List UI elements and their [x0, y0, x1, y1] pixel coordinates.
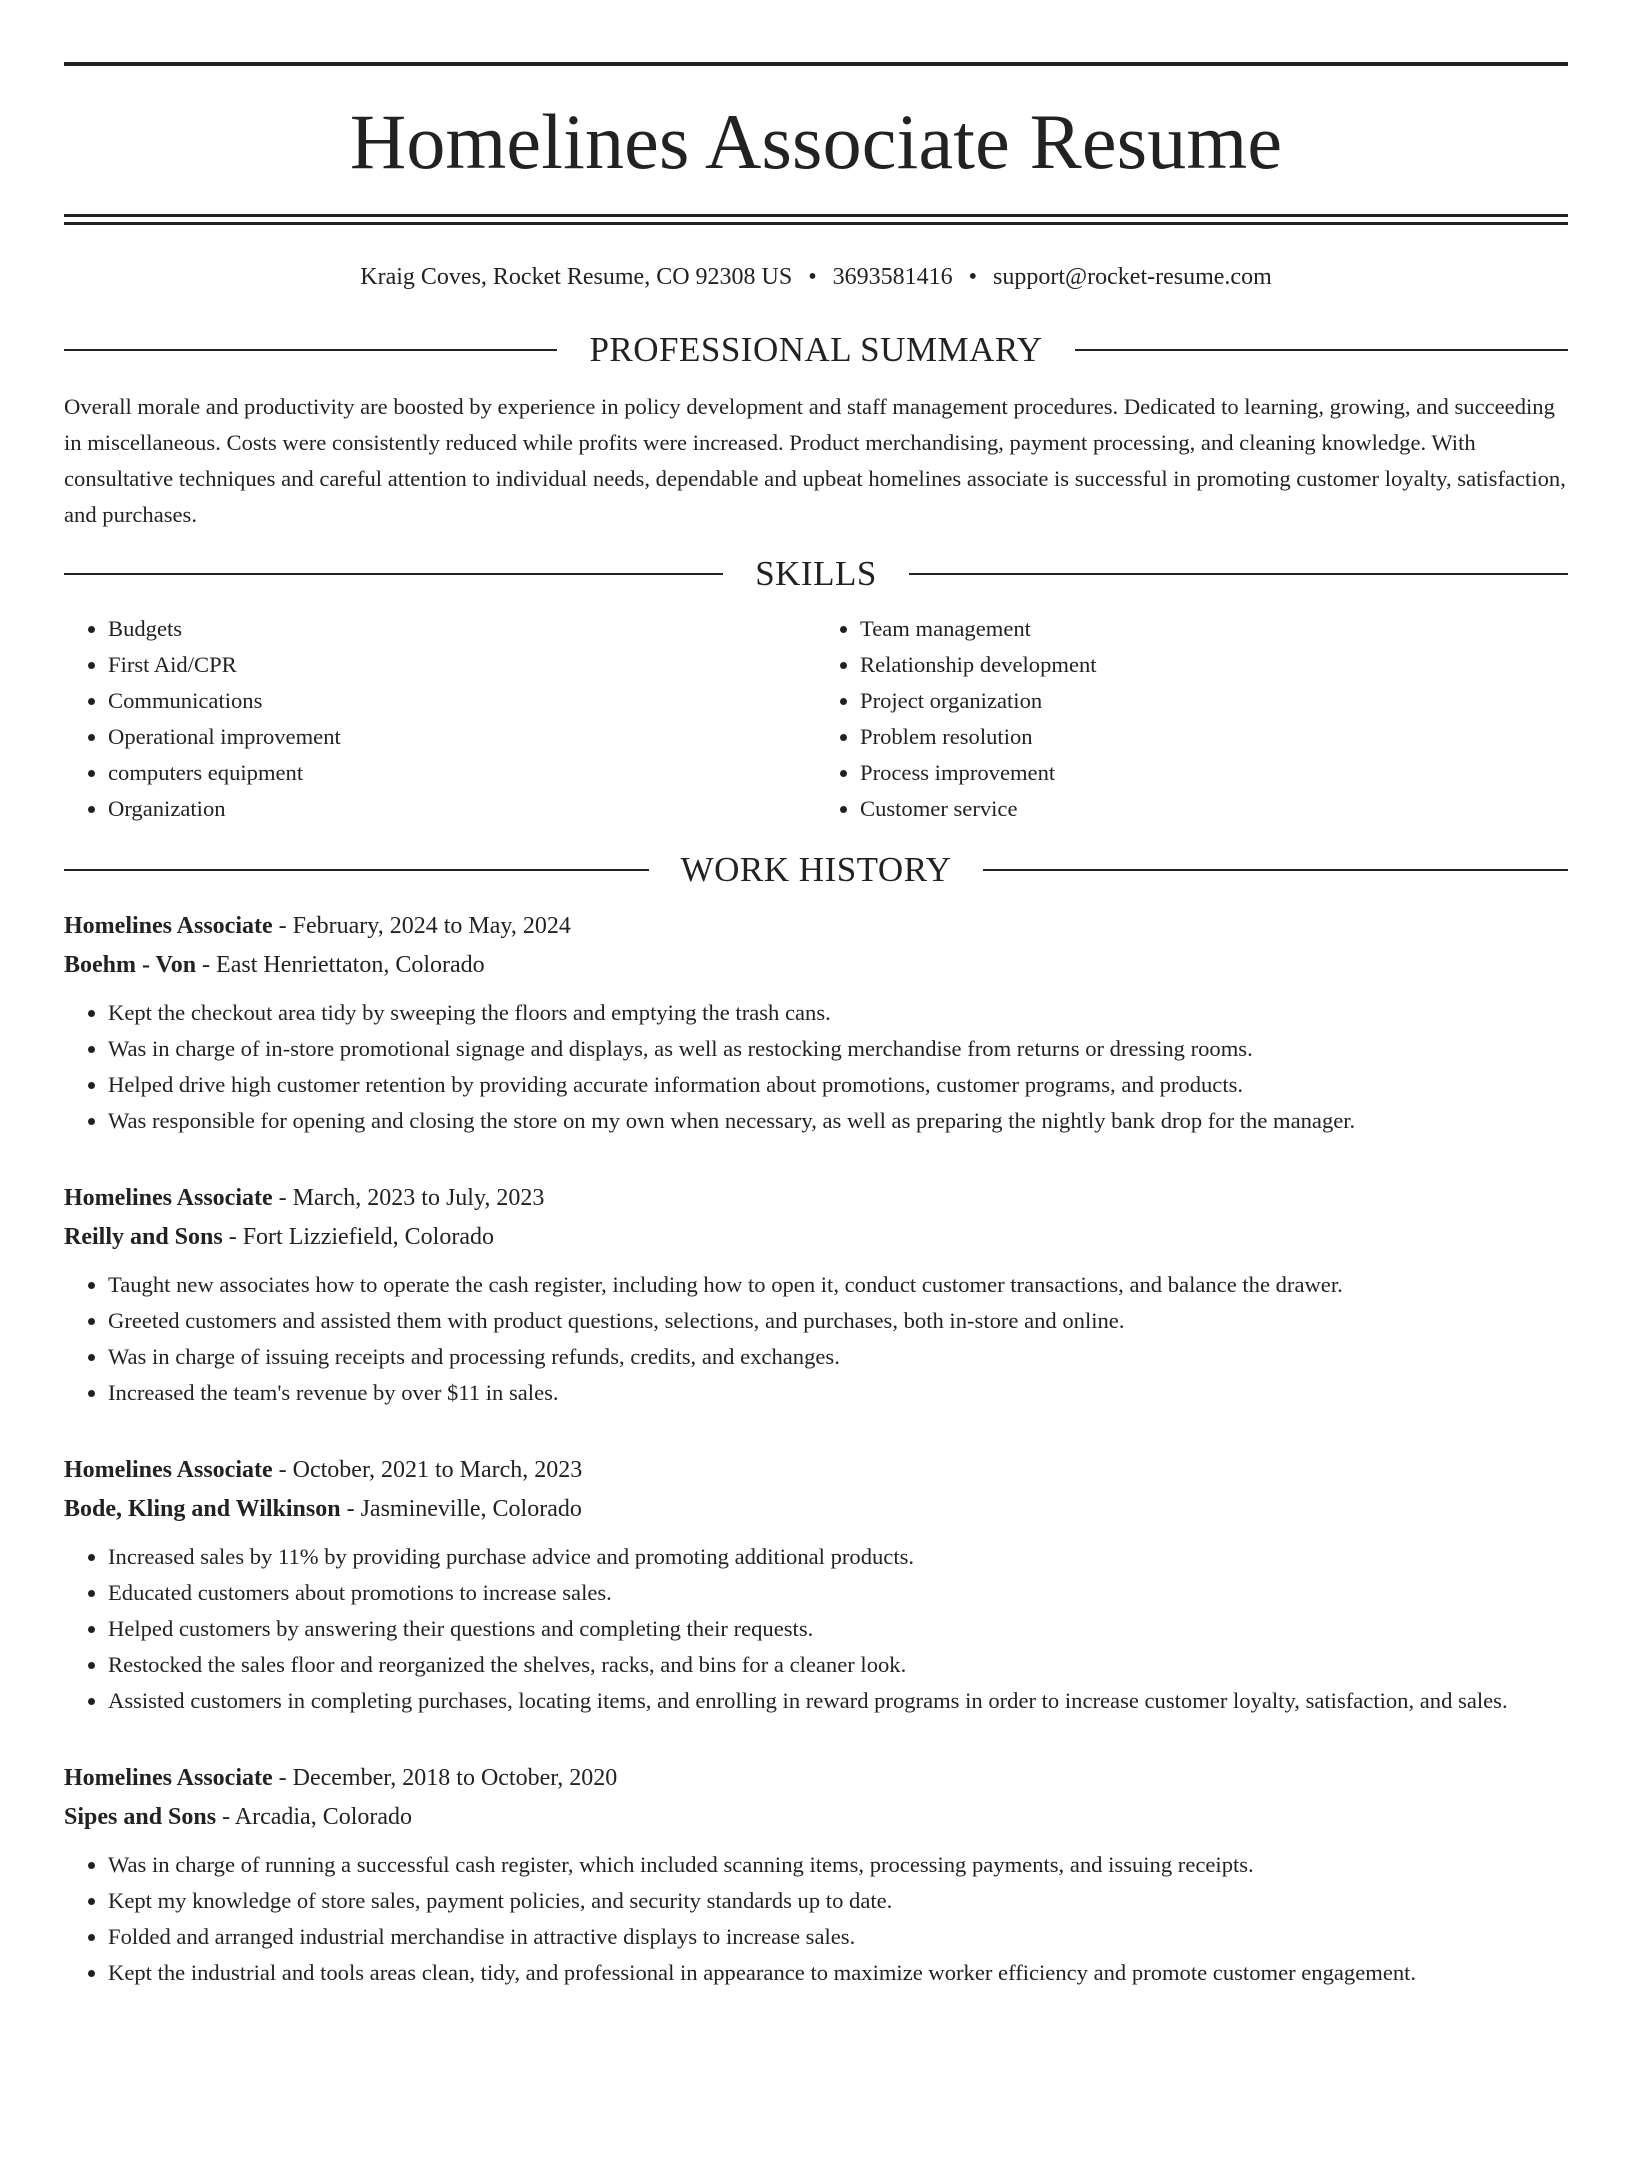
job-title-line: [64, 907, 1568, 946]
job-company-line: [64, 1490, 1568, 1529]
heading-rule: [64, 869, 649, 871]
job-bullet: • Kept my knowledge of store sales, payment policies, and security standards up to date.: [108, 1883, 1568, 1919]
job-dates: - March, 2023 to July, 2023: [272, 1185, 545, 1211]
summary-heading: [64, 329, 1568, 371]
job-bullets: [64, 1539, 1568, 1719]
job-entry: [64, 1179, 1568, 1411]
skills-heading: [64, 553, 1568, 595]
job-company-line: [64, 1218, 1568, 1257]
top-rule: [64, 62, 1568, 66]
job-location: - Arcadia, Colorado: [216, 1804, 413, 1830]
resume-title: Homelines Associate Resume: [349, 98, 1283, 185]
job-company: Bode, Kling and Wilkinson: [64, 1496, 341, 1522]
job-company: Reilly and Sons: [64, 1224, 223, 1250]
job-location: - Fort Lizziefield, Colorado: [222, 1224, 494, 1250]
job-bullet: • Kept the industrial and tools areas clean, tidy, and professional in appearance to maximize worker efficiency and promote customer engagement.: [108, 1955, 1568, 1991]
skill-item: • Organization: [108, 791, 816, 827]
skills-heading-label: SKILLS: [755, 554, 877, 593]
job-title: Homelines Associate: [64, 1457, 273, 1483]
skill-item: • Operational improvement: [108, 719, 816, 755]
job-dates: - December, 2018 to October, 2020: [272, 1765, 618, 1791]
job-bullet: • Was in charge of issuing receipts and processing refunds, credits, and exchanges.: [108, 1339, 1568, 1375]
heading-rule: [64, 349, 557, 351]
heading-rule: [64, 573, 723, 575]
job-title-line: [64, 1179, 1568, 1218]
title-double-rule: [64, 214, 1568, 225]
skill-item: • computers equipment: [108, 755, 816, 791]
skill-item: • Project organization: [860, 683, 1568, 719]
job-entry: [64, 1451, 1568, 1719]
job-company: Sipes and Sons: [64, 1804, 217, 1830]
skill-item: • Budgets: [108, 611, 816, 647]
contact-phone: 3693581416: [832, 264, 953, 290]
job-bullet: • Greeted customers and assisted them with product questions, selections, and purchases, both in-store and online.: [108, 1303, 1568, 1339]
summary-heading-label: PROFESSIONAL SUMMARY: [589, 330, 1043, 369]
job-dates: - February, 2024 to May, 2024: [272, 913, 571, 939]
skills-list: [64, 611, 1568, 827]
job-bullet: • Folded and arranged industrial merchandise in attractive displays to increase sales.: [108, 1919, 1568, 1955]
skill-item: • First Aid/CPR: [108, 647, 816, 683]
skill-item: • Communications: [108, 683, 816, 719]
heading-rule: [1075, 349, 1568, 351]
job-bullets: [64, 1847, 1568, 1991]
job-bullet: • Assisted customers in completing purchases, locating items, and enrolling in reward programs in order to increase customer loyalty, satisfaction, and sales.: [108, 1683, 1568, 1719]
summary-text: Overall morale and productivity are boosted by experience in policy development and staff management procedures. Dedicated to learning, growing, and succeeding in miscellaneous. Costs were consistently reduced while profits were increased. Product merchandising, payment processing, and cleaning knowledge. With consultative techniques and careful attention to individual needs, dependable and upbeat homelines associate is successful in promoting customer loyalty, satisfaction, and purchases.: [64, 394, 1566, 527]
job-bullet: • Was responsible for opening and closing the store on my own when necessary, as well as preparing the nightly bank drop for the manager.: [108, 1103, 1568, 1139]
job-company-line: [64, 1798, 1568, 1837]
job-company-line: [64, 946, 1568, 985]
heading-rule: [983, 869, 1568, 871]
job-bullet: • Increased sales by 11% by providing purchase advice and promoting additional products.: [108, 1539, 1568, 1575]
job-bullet: • Restocked the sales floor and reorganized the shelves, racks, and bins for a cleaner look.: [108, 1647, 1568, 1683]
resume-page: [0, 62, 1632, 2174]
skill-item: • Relationship development: [860, 647, 1568, 683]
job-bullet: • Was in charge of in-store promotional signage and displays, as well as restocking merchandise from returns or dressing rooms.: [108, 1031, 1568, 1067]
skills-column-right: [816, 611, 1568, 827]
contact-separator: •: [808, 264, 817, 290]
job-title-line: [64, 1759, 1568, 1798]
skill-item: • Process improvement: [860, 755, 1568, 791]
contact-line: [64, 262, 1568, 292]
job-bullets: [64, 995, 1568, 1139]
job-title-line: [64, 1451, 1568, 1490]
job-bullet: • Kept the checkout area tidy by sweeping the floors and emptying the trash cans.: [108, 995, 1568, 1031]
job-title: Homelines Associate: [64, 1185, 273, 1211]
work-history-heading: [64, 849, 1568, 891]
skills-column-left: [64, 611, 816, 827]
job-location: - East Henriettaton, Colorado: [196, 952, 485, 978]
job-bullet: • Helped drive high customer retention by providing accurate information about promotions, customer programs, and products.: [108, 1067, 1568, 1103]
work-history-heading-label: WORK HISTORY: [680, 850, 952, 889]
contact-separator: •: [968, 264, 978, 290]
job-bullet: • Helped customers by answering their questions and completing their requests.: [108, 1611, 1568, 1647]
heading-rule: [909, 573, 1568, 575]
job-entry: [64, 907, 1568, 1139]
skill-item: • Customer service: [860, 791, 1568, 827]
job-location: - Jasmineville, Colorado: [340, 1496, 582, 1522]
skill-item: • Team management: [860, 611, 1568, 647]
job-entry: [64, 1759, 1568, 1991]
job-company: Boehm - Von: [64, 952, 197, 978]
job-bullet: • Was in charge of running a successful cash register, which included scanning items, processing payments, and issuing receipts.: [108, 1847, 1568, 1883]
job-bullets: [64, 1267, 1568, 1411]
contact-address: Kraig Coves, Rocket Resume, CO 92308 US: [360, 264, 793, 290]
job-title: Homelines Associate: [64, 913, 273, 939]
job-dates: - October, 2021 to March, 2023: [272, 1457, 583, 1483]
job-bullet: • Educated customers about promotions to increase sales.: [108, 1575, 1568, 1611]
job-bullet: • Increased the team's revenue by over $11 in sales.: [108, 1375, 1568, 1411]
job-title: Homelines Associate: [64, 1765, 273, 1791]
skill-item: • Problem resolution: [860, 719, 1568, 755]
contact-email: support@rocket-resume.com: [993, 264, 1272, 290]
job-bullet: • Taught new associates how to operate the cash register, including how to open it, conduct customer transactions, and balance the drawer.: [108, 1267, 1568, 1303]
